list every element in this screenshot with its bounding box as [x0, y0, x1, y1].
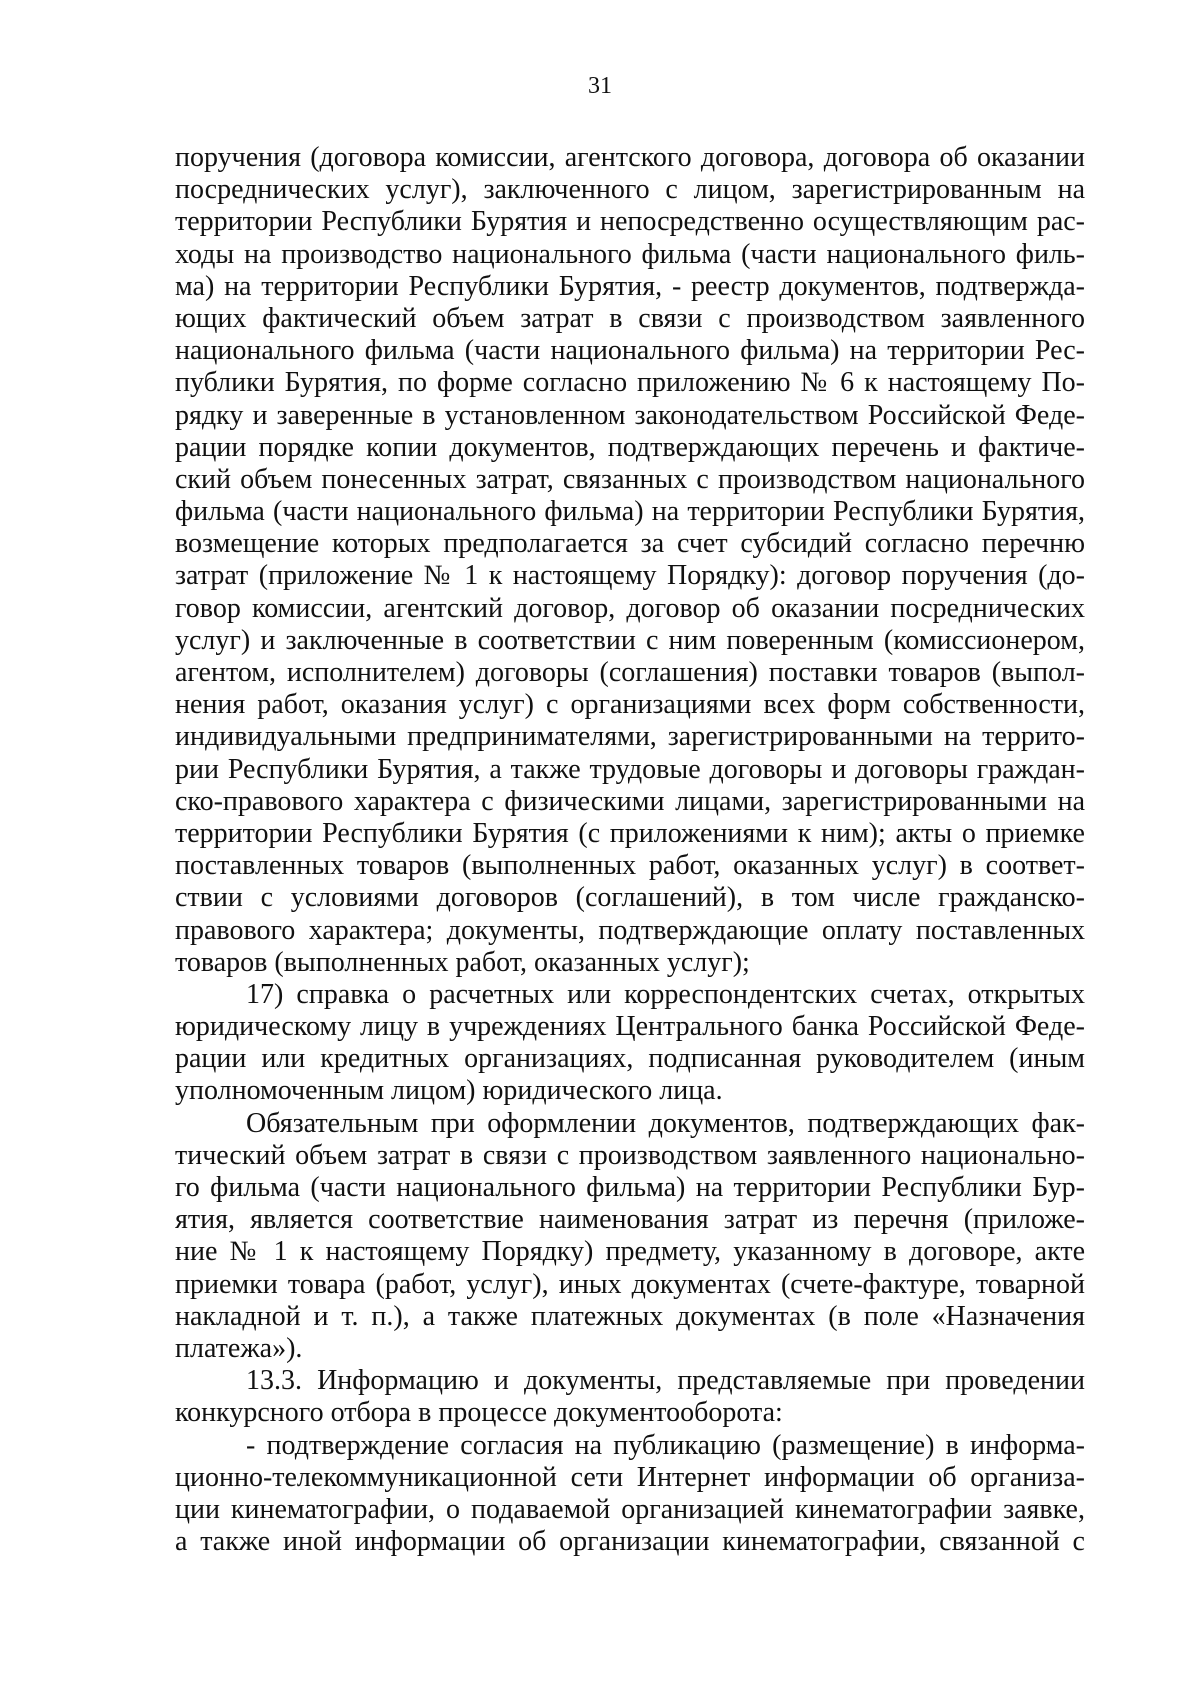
text-line: а также иной информации об организации кинематографии, связанной с: [175, 1526, 1085, 1558]
text-line: ско-правового характера с физическими лицами, зарегистрированными на: [175, 785, 1085, 817]
text-line: ствии с условиями договоров (соглашений), в том числе гражданско-: [175, 882, 1085, 914]
text-line: поручения (договора комиссии, агентского договора, договора об оказании: [175, 142, 1085, 173]
text-line: ющих фактический объем затрат в связи с производством заявленного: [175, 302, 1085, 334]
text-line: юридическому лицу в учреждениях Центрального банка Российской Феде-: [175, 1011, 1085, 1043]
text-line: правового характера; документы, подтверждающие оплату поставленных: [175, 914, 1085, 946]
text-line: рации или кредитных организациях, подписанная руководителем (иным: [175, 1043, 1085, 1075]
text-line: поставленных товаров (выполненных работ, оказанных услуг) в соответ-: [175, 850, 1085, 882]
text-line: рядку и заверенные в установленном законодательством Российской Феде-: [175, 399, 1085, 431]
text-line: ятия, является соответствие наименования затрат из перечня (приложе-: [175, 1204, 1085, 1236]
paragraph-continuation: [175, 142, 1085, 979]
paragraph-consent-item: [175, 1430, 1085, 1559]
text-line: 17) справка о расчетных или корреспондентских счетах, открытых: [246, 978, 1085, 1010]
paragraph-mandatory-requirement: [175, 1108, 1085, 1366]
text-line: рации порядке копии документов, подтверждающих перечень и фактиче-: [175, 431, 1085, 463]
text-line: приемки товара (работ, услуг), иных документах (счете-фактуре, товарной: [175, 1268, 1085, 1300]
document-body: [175, 142, 1085, 1558]
text-line: индивидуальными предпринимателями, зарегистрированными на террито-: [175, 721, 1085, 753]
text-line: Обязательным при оформлении документов, подтверждающих фак-: [246, 1107, 1085, 1139]
text-line: ции кинематографии, о подаваемой организацией кинематографии заявке,: [175, 1493, 1085, 1525]
text-line: возмещение которых предполагается за счет субсидий согласно перечню: [175, 528, 1085, 560]
text-line: агентом, исполнителем) договоры (соглашения) поставки товаров (выпол-: [175, 657, 1085, 688]
text-line: территории Республики Бурятия (с приложениями к ним); акты о приемке: [175, 817, 1085, 849]
text-line: говор комиссии, агентский договор, договор об оказании посреднических: [175, 592, 1085, 624]
text-line: национального фильма (части национального фильма) на территории Рес-: [175, 335, 1085, 367]
text-line: платежа»).: [175, 1332, 303, 1364]
text-line: затрат (приложение № 1 к настоящему Порядку): договор поручения (до-: [175, 560, 1085, 592]
text-line: накладной и т. п.), а также платежных документах (в поле «Назначения: [175, 1300, 1085, 1332]
text-line: публики Бурятия, по форме согласно приложению № 6 к настоящему По-: [175, 367, 1085, 399]
paragraph-section-13-3: [175, 1365, 1085, 1429]
text-line: ский объем понесенных затрат, связанных с производством национального: [175, 463, 1085, 495]
text-line: фильма (части национального фильма) на территории Республики Бурятия,: [175, 496, 1085, 528]
text-line: территории Республики Бурятия и непосредственно осуществляющим рас-: [175, 206, 1085, 238]
text-line: тический объем затрат в связи с производством заявленного национально-: [175, 1139, 1085, 1171]
text-line: ционно-телекоммуникационной сети Интернет информации об организа-: [175, 1461, 1085, 1493]
page-number: 31: [588, 73, 612, 99]
text-line: услуг) и заключенные в соответствии с ним поверенным (комиссионером,: [175, 624, 1085, 656]
text-line: ма) на территории Республики Бурятия, - реестр документов, подтвержда-: [175, 270, 1085, 302]
paragraph-item-17: [175, 979, 1085, 1108]
text-line: - подтверждение согласия на публикацию (размещение) в информа-: [246, 1429, 1085, 1461]
text-line: уполномоченным лицом) юридического лица.: [175, 1075, 723, 1107]
text-line: ходы на производство национального фильма (части национального филь-: [175, 238, 1085, 270]
text-line: конкурсного отбора в процессе документооборота:: [175, 1397, 783, 1429]
text-line: го фильма (части национального фильма) на территории Республики Бур-: [175, 1172, 1085, 1203]
text-line: посреднических услуг), заключенного с лицом, зарегистрированным на: [175, 174, 1085, 206]
text-line: ние № 1 к настоящему Порядку) предмету, указанному в договоре, акте: [175, 1236, 1085, 1268]
text-line: рии Республики Бурятия, а также трудовые договоры и договоры граждан-: [175, 753, 1085, 785]
text-line: 13.3. Информацию и документы, представляемые при проведении: [246, 1365, 1085, 1397]
text-line: нения работ, оказания услуг) с организациями всех форм собственности,: [175, 689, 1085, 721]
text-line: товаров (выполненных работ, оказанных услуг);: [175, 946, 750, 978]
